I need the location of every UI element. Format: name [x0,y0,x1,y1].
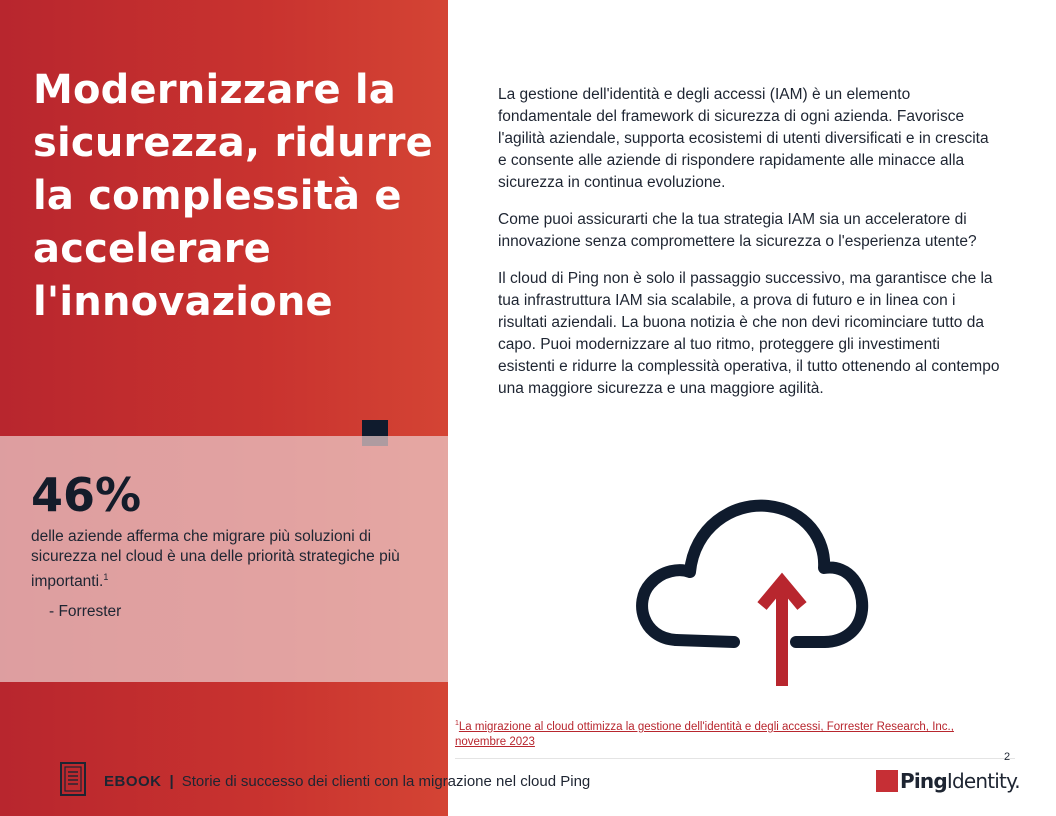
cloud-upload-icon [628,492,872,692]
body-paragraph: La gestione dell'identità e degli accessi (IAM) è un elemento fondamentale del framework di sicurezza di ogni azienda. Favorisce l'agilità aziendale, supporta ecosistemi di utenti diversificati e in crescita e consente alle aziende di rispondere rapidamente alle minacce alla sicurezza in continua evoluzione. [498,86,989,191]
logo-text-identity: Identity [946,769,1015,793]
footer-separator: | [169,773,174,790]
stat-description-text: delle aziende afferma che migrare più soluzioni di sicurezza nel cloud è una delle priorità strategiche più importanti. [31,528,400,591]
logo-mark-icon [876,770,898,792]
footer-divider [455,758,1015,759]
footer-title: Storie di successo dei clienti con la migrazione nel cloud Ping [181,773,591,790]
footer-label [104,772,590,792]
stat-description [31,527,426,592]
page-number: 2 [1004,751,1011,763]
body-paragraph: Il cloud di Ping non è solo il passaggio successivo, ma garantisce che la tua infrastruttura IAM sia scalabile, a prova di futuro e in linea con i risultati aziendali. La buona notizia è che non devi ricominciare tutto da capo. Puoi modernizzare al tuo ritmo, proteggere gli investimenti esistenti e ridurre la complessità operativa, il tutto ottenendo al contempo una maggiore sicurezza e una maggiore agilità. [498,270,1000,397]
ping-identity-logo [876,768,1020,794]
logo-text-ping: Ping [900,769,947,793]
logo-text-suffix: . [1014,769,1020,793]
stat-footnote-ref: 1 [103,572,109,582]
footer-ebook-tag: EBOOK [104,773,162,790]
page-title: Modernizzare la sicurezza, ridurre la complessità e accelerare l'innovazione [33,67,433,325]
stat-value: 46% [31,468,142,522]
logo-text [900,769,1020,793]
ebook-document-icon [59,761,87,797]
footnote [455,716,995,750]
stat-source: - Forrester [49,603,122,620]
footnote-number: 1 [455,720,459,727]
footnote-link[interactable]: La migrazione al cloud ottimizza la gestione dell'identità e degli accessi, Forrester Research, Inc., novembre 2023 [455,720,954,748]
body-paragraph: Come puoi assicurarti che la tua strategia IAM sia un acceleratore di innovazione senza compromettere la sicurezza o l'esperienza utente? [498,211,977,250]
body-text [498,84,1000,415]
